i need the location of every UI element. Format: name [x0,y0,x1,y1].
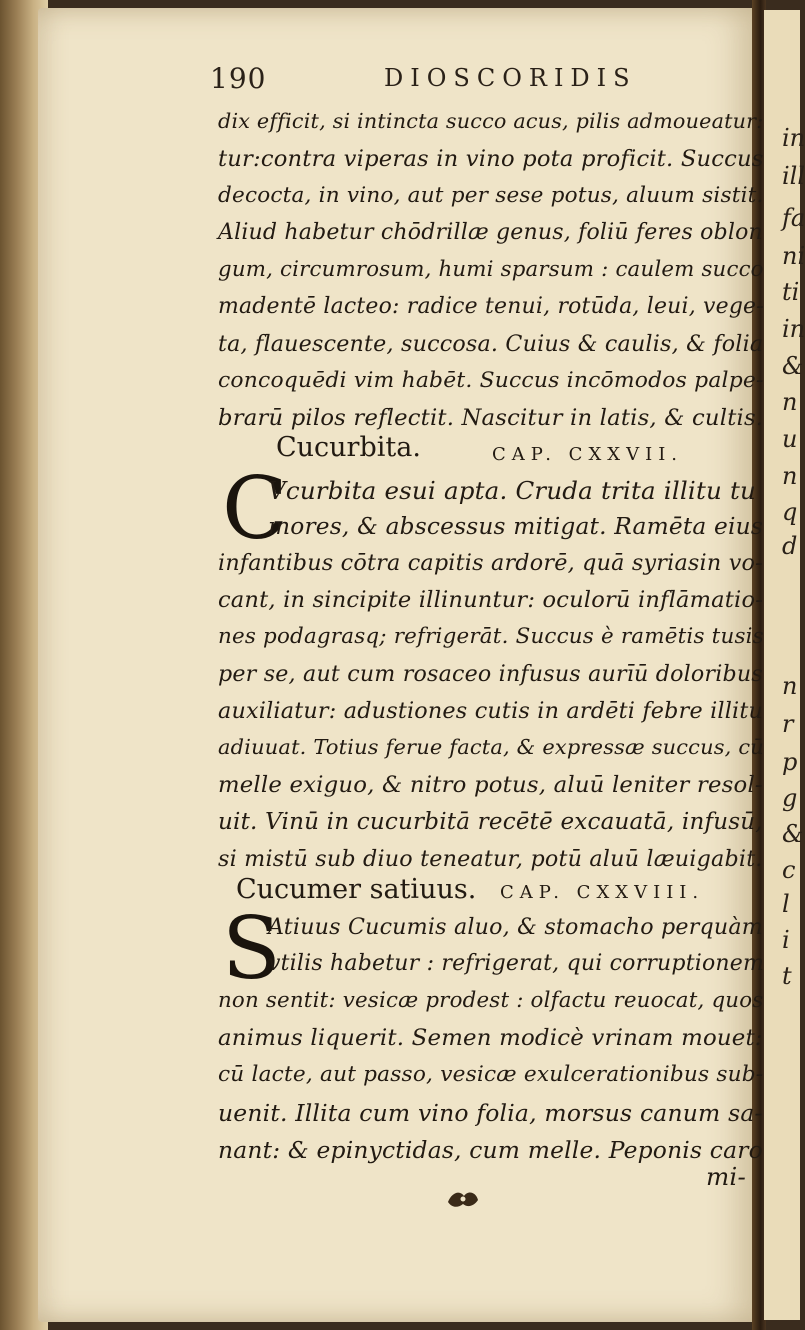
facing-page-fragment: g [782,784,798,812]
facing-page-fragment: & [782,820,804,848]
text-line: cū lacte, aut passo, vesicæ exulcerationibus sub- [218,1062,764,1087]
text-line: non sentit: vesicæ prodest : olfactu reuocat, quos [218,988,764,1013]
facing-page-fragment: n [782,462,798,490]
chapter-heading: Cucurbita. [276,432,421,463]
text-line: concoquēdi vim habēt. Succus incōmodos palpe- [218,368,764,393]
facing-page-fragment: d [782,532,798,560]
text-line: uit. Vinū in cucurbitā recētē excauatā, infusū, [218,809,763,835]
text-line: cant, in sincipite illinuntur: oculorū inflāmatio- [218,587,764,613]
text-line: infantibus cōtra capitis ardorē, quā syriasin vo- [218,550,763,576]
catchword: mi- [706,1162,746,1191]
facing-page-fragment: & [782,352,804,380]
drop-cap: S [222,899,281,999]
facing-page-fragment: u [782,425,798,453]
facing-page-fragment: l [782,890,790,918]
text-line: nes podagrasq; refrigerāt. Succus è ramētis tusis [218,624,764,649]
text-line: brarū pilos reflectit. Nascitur in latis, & cultis. [218,405,764,431]
text-line: adiuuat. Totius ferue facta, & expressæ succus, cū [218,735,764,759]
text-line: Atiuus Cucumis aluo, & stomacho perquàm [268,914,763,940]
facing-page-fragment: t [782,962,792,990]
running-head [210,62,690,98]
page-number: 190 [210,62,267,95]
facing-page-fragment: ti [782,278,800,306]
text-line: auxiliatur: adustiones cutis in ardēti febre illitu [218,698,764,724]
text-line: gum, circumrosum, humi sparsum : caulem succo [218,257,764,282]
text-line: melle exiguo, & nitro potus, aluū leniter resol- [218,772,763,798]
facing-page-fragment: q [782,498,798,526]
text-line: Aliud habetur chōdrillæ genus, foliū feres oblon [218,220,763,245]
facing-page-fragment: i [782,926,790,954]
facing-page-fragment: r [782,710,794,738]
facing-page-fragment: fa [782,204,805,232]
facing-page-fragment: p [782,748,798,776]
facing-page-fragment: n [782,388,798,416]
drop-cap: C [222,459,288,559]
text-line: mores, & abscessus mitigat. Ramēta eius [268,513,763,540]
text-line: animus liquerit. Semen modicè vrinam mouet: [218,1025,763,1051]
text-line: uenit. Illita cum vino folia, morsus canum sa- [218,1099,763,1127]
text-line: dix efficit, si intincta succo acus, pilis admoueatur: [218,109,764,133]
facing-page-fragment: in [782,124,805,152]
text-line: per se, aut cum rosaceo infusus aurīū doloribus [218,661,763,687]
ornament-icon [446,1188,480,1210]
text-line: si mistū sub diuo teneatur, potū aluū læuigabit. [218,846,763,872]
text-line: nant: & epinyctidas, cum melle. Peponis caro [218,1136,763,1164]
text-line: ta, flauescente, succosa. Cuius & caulis, & folia [218,331,764,357]
facing-page-fragment: ni [782,242,805,270]
text-line: vtilis habetur : refrigerat, qui corruptionem [268,951,765,976]
chapter-heading: Cucumer satiuus. [236,874,477,905]
text-line: madentē lacteo: radice tenui, rotūda, leui, vege- [218,294,764,319]
facing-page-edge [764,10,805,1320]
text-line: tur:contra viperas in vino pota proficit. Succus [218,146,764,172]
text-line: decocta, in vino, aut per sese potus, aluum sistit. [218,183,764,208]
chapter-number: CAP. CXXVIII. [500,882,705,903]
chapter-number: CAP. CXXVII. [492,444,684,465]
facing-page-fragment: ill [782,162,805,190]
facing-page-fragment: c [782,856,796,884]
facing-page-fragment: in [782,315,805,343]
text-line: Vcurbita esui apta. Cruda trita illitu tu [268,476,756,505]
facing-page-fragment: n [782,672,798,700]
running-title: DIOSCORIDIS [384,64,637,92]
